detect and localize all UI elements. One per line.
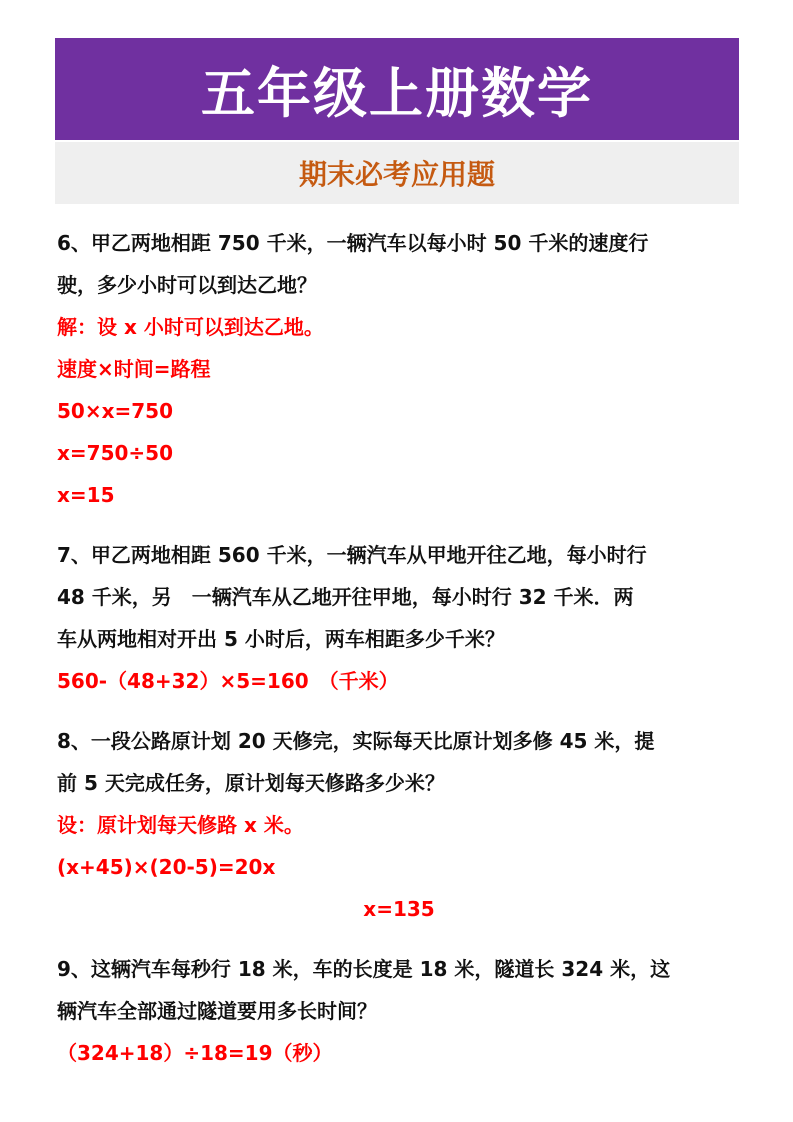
question-line: 6、甲乙两地相距 750 千米，一辆汽车以每小时 50 千米的速度行 bbox=[57, 231, 649, 255]
spacer bbox=[57, 702, 741, 720]
question-line: 9、这辆汽车每秒行 18 米，车的长度是 18 米，隧道长 324 米，这 bbox=[57, 957, 671, 981]
page-title: 五年级上册数学 bbox=[201, 61, 593, 125]
problem-7 bbox=[57, 534, 741, 702]
answer-line: x=15 bbox=[57, 483, 115, 507]
answer-line: 解：设 x 小时可以到达乙地。 bbox=[57, 315, 324, 339]
subtitle-bar bbox=[55, 142, 739, 204]
title-banner bbox=[55, 38, 739, 140]
spacer bbox=[57, 930, 741, 948]
spacer bbox=[57, 516, 741, 534]
question-line: 48 千米，另 一辆汽车从乙地开往甲地，每小时行 32 千米．两 bbox=[57, 585, 634, 609]
problem-list bbox=[57, 222, 741, 1074]
problem-9 bbox=[57, 948, 741, 1074]
question-line: 7、甲乙两地相距 560 千米，一辆汽车从甲地开往乙地，每小时行 bbox=[57, 543, 647, 567]
answer-line: 速度×时间=路程 bbox=[57, 357, 211, 381]
question-line: 驶，多少小时可以到达乙地？ bbox=[57, 273, 317, 297]
answer-line: x=135 bbox=[363, 897, 435, 921]
question-line: 车从两地相对开出 5 小时后，两车相距多少千米？ bbox=[57, 627, 505, 651]
page-subtitle: 期末必考应用题 bbox=[298, 158, 495, 191]
question-line: 辆汽车全部通过隧道要用多长时间？ bbox=[57, 999, 377, 1023]
answer-line: （324+18）÷18=19（秒） bbox=[57, 1041, 333, 1065]
answer-line: 560-（48+32）×5=160 （千米） bbox=[57, 669, 399, 693]
answer-line: (x+45)×(20-5)=20x bbox=[57, 855, 276, 879]
question-line: 前 5 天完成任务，原计划每天修路多少米？ bbox=[57, 771, 445, 795]
problem-8 bbox=[57, 720, 741, 930]
answer-line: 设：原计划每天修路 x 米。 bbox=[57, 813, 304, 837]
answer-line: 50×x=750 bbox=[57, 399, 173, 423]
question-line: 8、一段公路原计划 20 天修完，实际每天比原计划多修 45 米，提 bbox=[57, 729, 655, 753]
problem-6 bbox=[57, 222, 741, 516]
answer-line: x=750÷50 bbox=[57, 441, 173, 465]
